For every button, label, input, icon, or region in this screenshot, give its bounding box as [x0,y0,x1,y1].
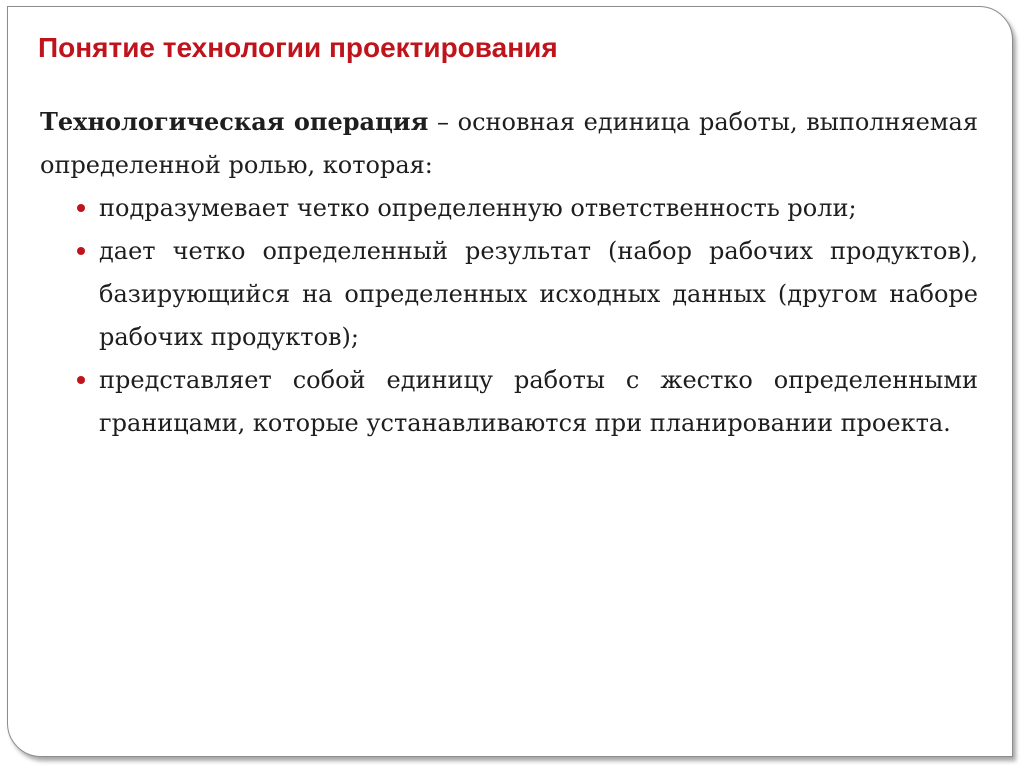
list-item [40,187,978,230]
bullet-dot-icon [77,376,85,384]
bullet-list [40,187,978,445]
bullet-dot-icon [77,247,85,255]
definition-paragraph [40,100,978,187]
list-item [40,359,978,445]
list-item-text: подразумевает четко определенную ответственность роли; [99,194,857,222]
definition-text: – основная единица работы, выполняемая определенной ролью, которая: [40,108,978,179]
list-item-text: представляет собой единицу работы с жестко определенными границами, которые устанавливаются при планировании проекта. [99,366,978,437]
list-item-text: дает четко определенный результат (набор рабочих продуктов), базирующийся на определенных исходных данных (другом наборе рабочих продуктов); [99,237,978,351]
bullet-dot-icon [77,204,85,212]
list-item [40,230,978,359]
slide-title: Понятие технологии проектирования [38,32,558,63]
slide-body [40,100,978,445]
definition-term: Технологическая операция [40,107,429,136]
